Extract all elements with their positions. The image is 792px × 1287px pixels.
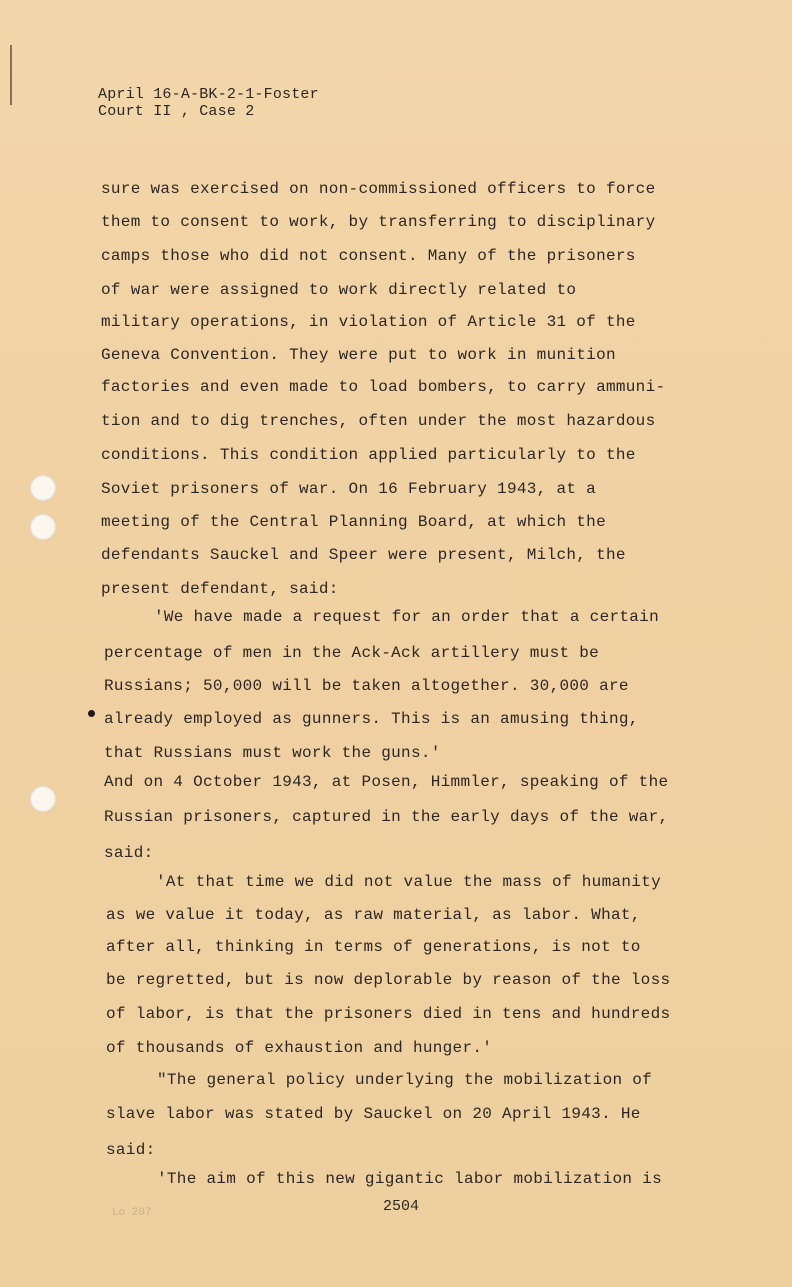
body-line: conditions. This condition applied particularly to the <box>101 446 636 464</box>
body-line: present defendant, said: <box>101 580 339 598</box>
body-line: Geneva Convention. They were put to work in munition <box>101 346 616 364</box>
quote-line: be regretted, but is now deplorable by reason of the loss <box>106 971 671 989</box>
quote-line: of thousands of exhaustion and hunger.' <box>106 1039 493 1057</box>
quote-line: after all, thinking in terms of generations, is not to <box>106 938 641 956</box>
faint-stamp: Lo 207 <box>112 1207 152 1219</box>
quote-line: 'We have made a request for an order that a certain <box>154 608 659 626</box>
ink-dot <box>88 710 95 717</box>
body-line: Russian prisoners, captured in the early days of the war, <box>104 808 669 826</box>
body-line: Soviet prisoners of war. On 16 February 1943, at a <box>101 480 597 498</box>
body-line: meeting of the Central Planning Board, at which the <box>101 513 606 531</box>
punch-hole-2 <box>30 514 56 540</box>
quote-line: that Russians must work the guns.' <box>104 744 441 762</box>
body-line: tion and to dig trenches, often under the most hazardous <box>101 412 656 430</box>
quote-line: of labor, is that the prisoners died in tens and hundreds <box>106 1005 671 1023</box>
quote-line: percentage of men in the Ack-Ack artillery must be <box>104 644 600 662</box>
body-line: And on 4 October 1943, at Posen, Himmler, speaking of the <box>104 773 669 791</box>
body-line: said: <box>106 1141 156 1159</box>
body-line: "The general policy underlying the mobilization of <box>157 1071 653 1089</box>
quote-line: already employed as gunners. This is an amusing thing, <box>104 710 639 728</box>
header-line-2: Court II , Case 2 <box>98 103 255 120</box>
body-line: slave labor was stated by Sauckel on 20 April 1943. He <box>106 1105 641 1123</box>
header-line-1: April 16-A-BK-2-1-Foster <box>98 86 319 103</box>
margin-mark <box>10 45 12 105</box>
page-number: 2504 <box>383 1198 420 1215</box>
punch-hole-1 <box>30 475 56 501</box>
body-line: factories and even made to load bombers, to carry ammuni- <box>101 378 666 396</box>
punch-hole-3 <box>30 786 56 812</box>
body-line: camps those who did not consent. Many of the prisoners <box>101 247 636 265</box>
body-line: defendants Sauckel and Speer were present, Milch, the <box>101 546 626 564</box>
body-line: sure was exercised on non-commissioned officers to force <box>101 180 656 198</box>
body-line: military operations, in violation of Article 31 of the <box>101 313 636 331</box>
body-line: of war were assigned to work directly related to <box>101 281 577 299</box>
quote-line: 'At that time we did not value the mass of humanity <box>156 873 661 891</box>
body-line: them to consent to work, by transferring to disciplinary <box>101 213 656 231</box>
quote-line: Russians; 50,000 will be taken altogether. 30,000 are <box>104 677 629 695</box>
body-line: said: <box>104 844 154 862</box>
quote-line: 'The aim of this new gigantic labor mobilization is <box>157 1170 662 1188</box>
quote-line: as we value it today, as raw material, as labor. What, <box>106 906 641 924</box>
